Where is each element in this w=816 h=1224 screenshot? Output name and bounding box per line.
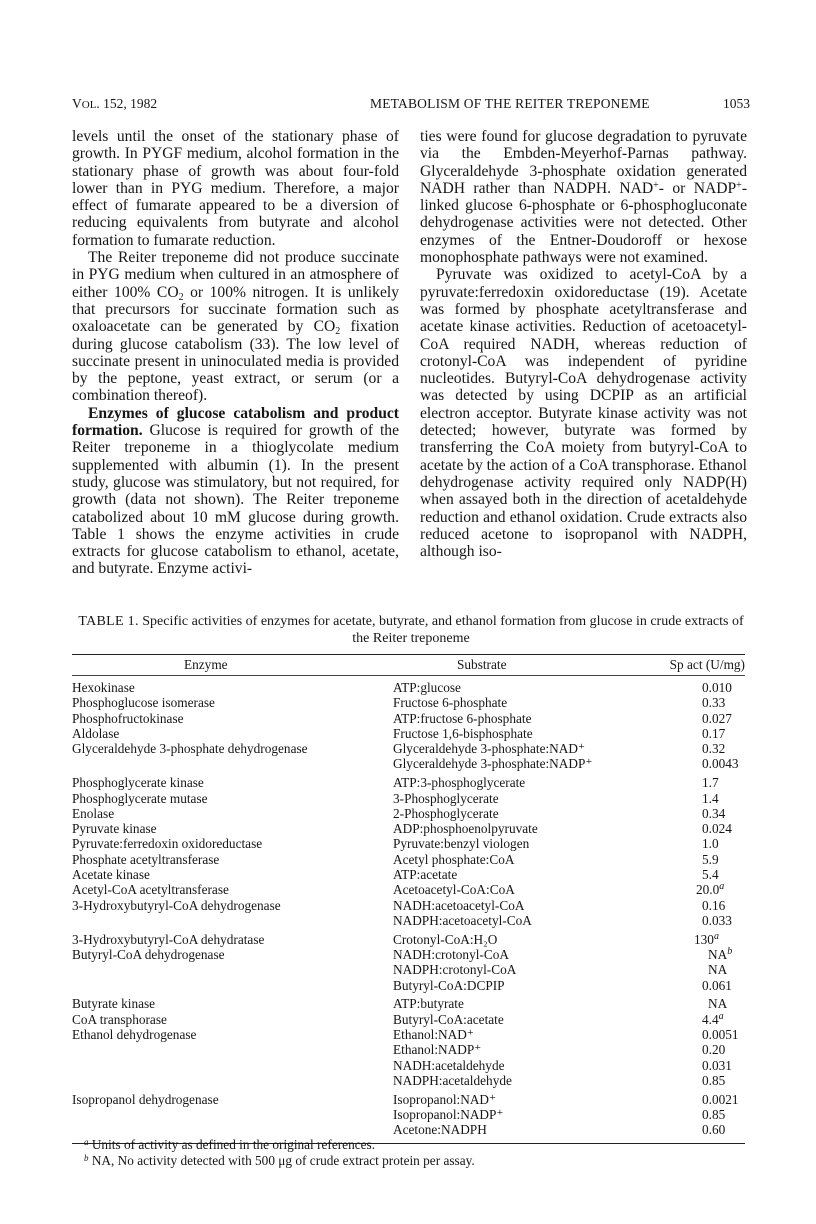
table-row (72, 836, 745, 851)
cell-substrate: ADP:phosphoenolpyruvate (393, 821, 538, 837)
column-header-substrate: Substrate (457, 657, 507, 672)
table-footnotes (84, 1137, 744, 1168)
cell-sp-act: 130$^a$ (694, 930, 719, 947)
cell-enzyme: 3-Hydroxybutyryl-CoA dehydrogenase (72, 897, 281, 913)
left-column (72, 128, 399, 578)
cell-substrate: Acetyl phosphate:CoA (393, 851, 515, 867)
running-head (72, 96, 750, 116)
paragraph: The Reiter treponeme did not produce succinate in PYG medium when cultured in an atmosphere of either 100% $CO_2$ or 100% nitrogen. It is unlikely that precursors for succinate formation such as oxaloacetate can be generated by $CO_2$ fixation during glucose catabolism (33). The low level of succinate present in uninoculated media is provided by the peptone, yeast extract, or serum (or a combination thereof). (72, 249, 399, 405)
cell-substrate: NADPH:crotonyl-CoA (393, 962, 517, 978)
cell-sp-act: 1.4 (702, 790, 719, 806)
cell-substrate: NADH:acetaldehyde (393, 1057, 505, 1073)
section-heading: Enzymes of glucose catabolism and product formation. (72, 404, 399, 440)
table-row (72, 695, 745, 710)
cell-substrate: Isopropanol:NAD⁺ (393, 1091, 497, 1107)
cell-substrate: Crotonyl-CoA:H₂O (393, 931, 498, 947)
cell-enzyme: Isopropanol dehydrogenase (72, 1091, 219, 1107)
cell-substrate: Glyceraldehyde 3-phosphate:NAD⁺ (393, 741, 586, 757)
cell-substrate: Butyryl-CoA:acetate (393, 1011, 504, 1027)
cell-enzyme: CoA transphorase (72, 1011, 167, 1027)
cell-sp-act: 0.061 (702, 977, 732, 993)
footnote-a: $^a$ Units of activity as defined in the original references. (84, 1137, 376, 1152)
cell-sp-act: 4.4$^a$ (702, 1010, 724, 1027)
cell-substrate: Fructose 6-phosphate (393, 695, 508, 711)
table-row (72, 852, 745, 867)
cell-sp-act: 0.33 (702, 695, 726, 711)
table-row (72, 806, 745, 821)
table-row (72, 996, 745, 1011)
cell-enzyme: Butyrate kinase (72, 996, 156, 1012)
cell-substrate: ATP:3-phosphoglycerate (393, 775, 526, 791)
cell-substrate: Fructose 1,6-bisphosphate (393, 725, 533, 741)
cell-substrate: NADPH:acetoacetyl-CoA (393, 912, 532, 928)
cell-enzyme: Phosphoglucose isomerase (72, 695, 215, 711)
table-row (72, 711, 745, 726)
cell-sp-act: 0.0043 (702, 756, 739, 772)
table-row (72, 775, 745, 790)
cell-substrate: Ethanol:NADP⁺ (393, 1042, 482, 1058)
cell-sp-act: 0.85 (702, 1107, 726, 1123)
table-row (72, 1107, 745, 1122)
cell-substrate: Glyceraldehyde 3-phosphate:NADP⁺ (393, 756, 593, 772)
cell-sp-act: NA (708, 962, 728, 978)
table-row (72, 882, 745, 897)
cell-substrate: ATP:acetate (393, 867, 458, 883)
table-row (72, 1122, 745, 1137)
cell-sp-act: 5.9 (702, 851, 719, 867)
table-row (72, 1058, 745, 1073)
cell-sp-act: 1.0 (702, 836, 719, 852)
paragraph: levels until the onset of the stationary phase of growth. In PYGF medium, alcohol formation in the stationary phase of growth was about four-fold lower than in PYG medium. Therefore, a major effect of fumarate appeared to be a diversion of reducing equivalents from butyrate and alcohol formation to fumarate reduction. (72, 128, 399, 249)
cell-substrate: Isopropanol:NADP⁺ (393, 1107, 504, 1123)
cell-substrate: Acetoacetyl-CoA:CoA (393, 882, 515, 898)
cell-sp-act: 0.85 (702, 1072, 726, 1088)
cell-sp-act: 0.0021 (702, 1091, 739, 1107)
table-row (72, 913, 745, 928)
cell-substrate: Ethanol:NAD⁺ (393, 1027, 474, 1043)
cell-substrate: ATP:butyrate (393, 996, 464, 1012)
cell-sp-act: 0.17 (702, 725, 726, 741)
cell-substrate: Acetone:NADPH (393, 1122, 487, 1138)
cell-substrate: NADH:crotonyl-CoA (393, 947, 509, 963)
cell-enzyme: Ethanol dehydrogenase (72, 1027, 197, 1043)
cell-sp-act: 0.031 (702, 1057, 732, 1073)
cell-substrate: Butyryl-CoA:DCPIP (393, 977, 505, 993)
cell-enzyme: Phosphoglycerate mutase (72, 790, 208, 806)
cell-sp-act: 0.34 (702, 805, 726, 821)
cell-sp-act: 0.0051 (702, 1027, 739, 1043)
cell-sp-act: 0.024 (702, 821, 732, 837)
cell-substrate: 2-Phosphoglycerate (393, 805, 499, 821)
cell-enzyme: Glyceraldehyde 3-phosphate dehydrogenase (72, 741, 308, 757)
table-row (72, 741, 745, 756)
table-row (72, 978, 745, 993)
table-row (72, 1042, 745, 1057)
cell-enzyme: Phosphofructokinase (72, 710, 184, 726)
cell-sp-act: $NA^b$ (708, 946, 733, 963)
table-row (72, 898, 745, 913)
table-label: TABLE 1. (78, 614, 139, 629)
cell-sp-act: 5.4 (702, 867, 719, 883)
footnote-marker: b (727, 946, 733, 958)
table-caption (72, 614, 750, 647)
cell-sp-act: 0.20 (702, 1042, 726, 1058)
table-row (72, 1073, 745, 1088)
cell-enzyme: Enolase (72, 805, 115, 821)
table-row (72, 756, 745, 771)
cell-substrate: ATP:fructose 6-phosphate (393, 710, 532, 726)
cell-enzyme: Acetate kinase (72, 867, 150, 883)
cell-substrate: NADPH:acetaldehyde (393, 1072, 512, 1088)
cell-enzyme: Aldolase (72, 725, 120, 741)
cell-sp-act: 20.0$^a$ (696, 881, 725, 898)
cell-substrate: 3-Phosphoglycerate (393, 790, 499, 806)
table-row (72, 726, 745, 741)
cell-sp-act: 0.033 (702, 912, 732, 928)
table-row (72, 1027, 745, 1042)
column-header-sp-act: Sp act (U/mg) (669, 657, 745, 672)
cell-sp-act: 0.16 (702, 897, 726, 913)
footnote-marker: a (713, 930, 719, 942)
column-header-enzyme: Enzyme (184, 657, 228, 672)
cell-enzyme: Hexokinase (72, 680, 135, 695)
table-row (72, 791, 745, 806)
table-row (72, 962, 745, 977)
table-row (72, 932, 745, 947)
footnote-b: $^b$ NA, No activity detected with 500 μg of crude extract protein per assay. (84, 1152, 475, 1168)
cell-substrate: Pyruvate:benzyl viologen (393, 836, 530, 852)
table-row (72, 867, 745, 882)
table-header (72, 655, 745, 675)
cell-substrate: ATP:glucose (393, 680, 461, 695)
cell-enzyme: 3-Hydroxybutyryl-CoA dehydratase (72, 931, 265, 947)
cell-enzyme: Phosphate acetyltransferase (72, 851, 220, 867)
cell-substrate: NADH:acetoacetyl-CoA (393, 897, 525, 913)
cell-sp-act: 1.7 (702, 775, 719, 791)
table-row (72, 1012, 745, 1027)
table-row (72, 680, 745, 695)
cell-enzyme: Phosphoglycerate kinase (72, 775, 204, 791)
table-row (72, 1092, 745, 1107)
footnote-marker: a (719, 881, 725, 893)
enzyme-activity-table (72, 654, 745, 1144)
cell-enzyme: Pyruvate kinase (72, 821, 157, 837)
table-body (72, 676, 745, 1143)
footnote-marker: a (718, 1010, 724, 1022)
table-row (72, 821, 745, 836)
paragraph: Enzymes of glucose catabolism and product formation. Glucose is required for growth of the Reiter treponeme in a thioglycolate medium supplemented with albumin (1). In the present study, glucose was stimulatory, but not required, for growth (data not shown). The Reiter treponeme catabolized about 10 mM glucose during growth. Table 1 shows the enzyme activities in crude extracts for glucose catabolism to ethanol, acetate, and butyrate. Enzyme activi- (72, 404, 399, 578)
cell-sp-act: 0.027 (702, 710, 732, 726)
cell-sp-act: 0.010 (702, 680, 732, 695)
cell-enzyme: Acetyl-CoA acetyltransferase (72, 882, 229, 898)
cell-enzyme: Butyryl-CoA dehydrogenase (72, 947, 225, 963)
volume-info: VOL. 152, 1982 (72, 96, 158, 111)
cell-enzyme: Pyruvate:ferredoxin oxidoreductase (72, 836, 263, 852)
right-column (420, 128, 747, 560)
cell-sp-act: NA (708, 996, 728, 1012)
journal-running-title: METABOLISM OF THE REITER TREPONEME (370, 96, 650, 111)
table-caption-text: Specific activities of enzymes for acetate, butyrate, and ethanol formation from glucose in crude extracts of the Reiter treponeme (142, 614, 744, 646)
cell-sp-act: 0.32 (702, 741, 726, 757)
cell-sp-act: 0.60 (702, 1122, 726, 1138)
page-number: 1053 (723, 96, 750, 111)
paragraph: Pyruvate was oxidized to acetyl-CoA by a pyruvate:ferredoxin oxidoreductase (19). Acetate was formed by phosphate acetyltransferase and acetate kinase activities. Reduction of acetoacetyl-CoA required NADH, whereas reduction of crotonyl-CoA was independent of pyridine nucleotides. Butyryl-CoA dehydrogenase activity was detected by using DCPIP as an artificial electron acceptor. Butyrate kinase activity was not detected; however, butyrate was formed by transferring the CoA moiety from butyryl-CoA to acetate by the action of a CoA transphorase. Ethanol dehydrogenase activity required only NADP(H) when assayed both in the direction of acetaldehyde reduction and ethanol oxidation. Crude extracts also reduced acetone to isopropanol with NADPH, although iso- (420, 266, 747, 561)
paragraph: ties were found for glucose degradation to pyruvate via the Embden-Meyerhof-Parnas pathway. Glyceraldehyde 3-phosphate oxidation generated NADH rather than NADPH. NAD+- or NADP+-linked glucose 6-phosphate or 6-phosphogluconate dehydrogenase activities were not detected. Other enzymes of the Entner-Doudoroff or hexose monophosphate pathways were not examined. (420, 128, 748, 267)
table-row (72, 947, 745, 962)
